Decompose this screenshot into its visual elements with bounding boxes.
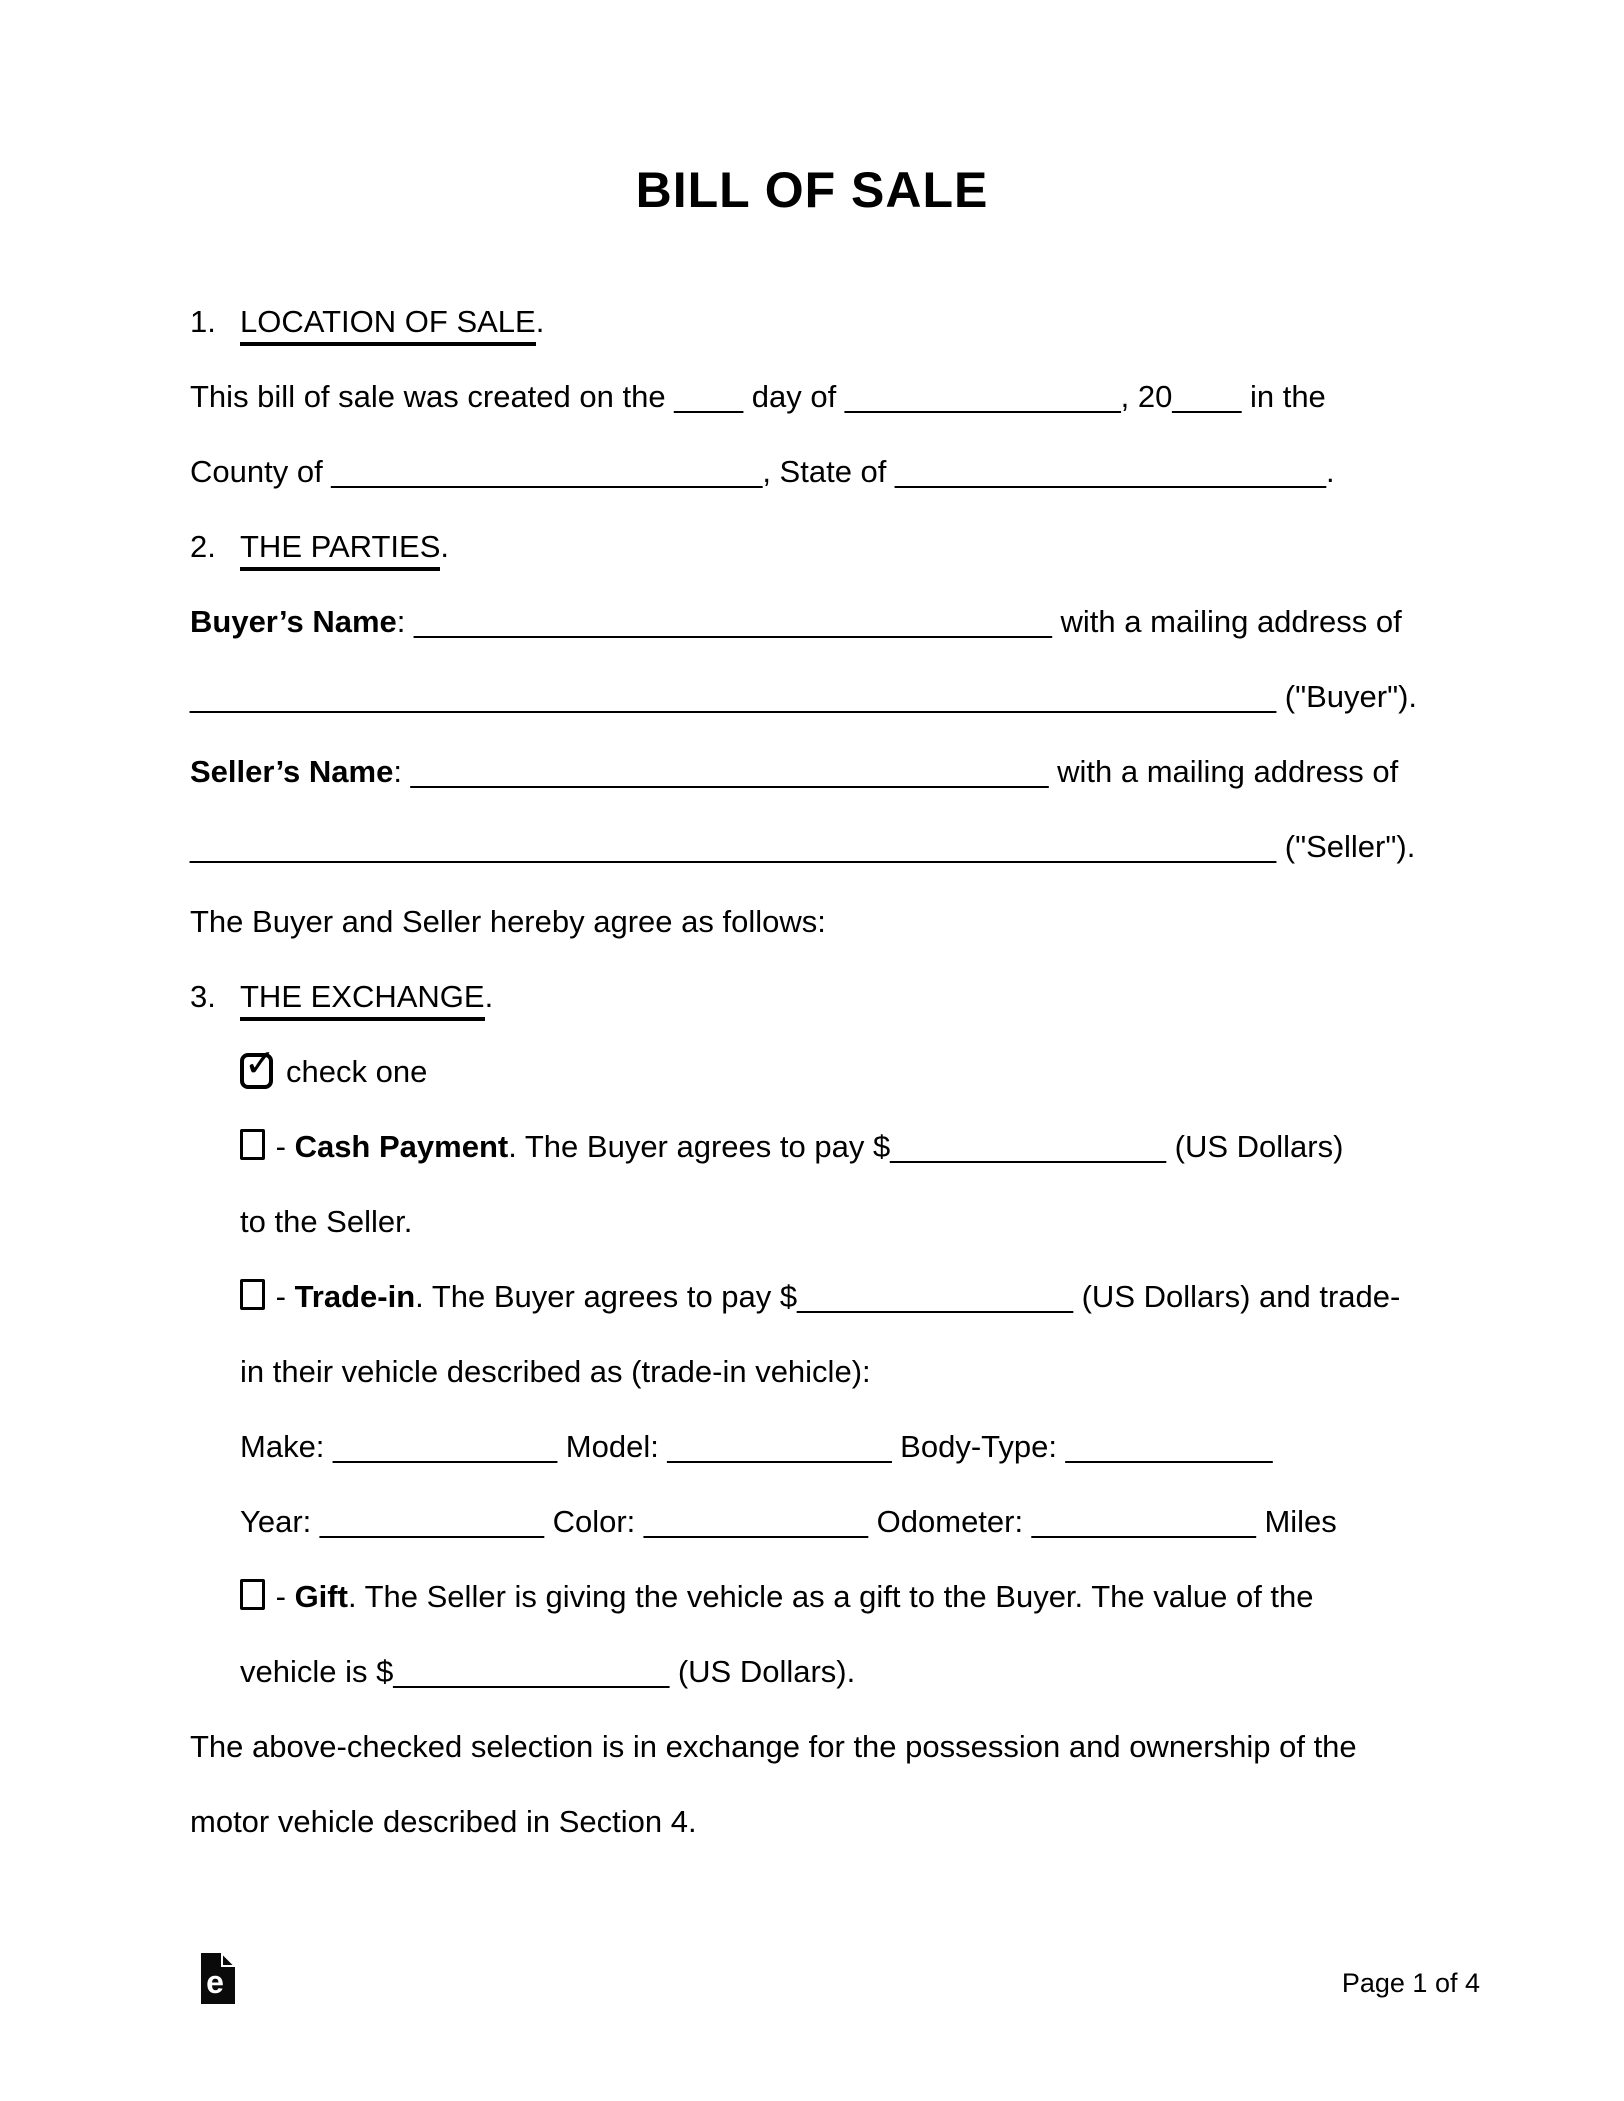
document-body — [0, 284, 1624, 1859]
heading-period: . — [484, 979, 494, 1014]
option-dash: - — [267, 1129, 295, 1164]
cash-payment-text: . The Buyer agrees to pay $________________ (US Dollars) — [508, 1129, 1344, 1164]
buyer-name-line — [190, 584, 1434, 659]
cash-payment-checkbox[interactable] — [240, 1129, 265, 1160]
check-one-checkbox[interactable] — [240, 1041, 276, 1089]
checkmark-icon: ✓ — [244, 1041, 276, 1085]
option-dash: - — [267, 1279, 295, 1314]
heading-period: . — [440, 529, 450, 564]
gift-label: Gift — [294, 1579, 348, 1614]
closing-line-1: The above-checked selection is in exchange for the possession and ownership of the — [190, 1729, 1357, 1764]
gift-option-line — [190, 1559, 1434, 1634]
section-heading-text: THE PARTIES — [240, 529, 440, 571]
trade-in-line-2: in their vehicle described as (trade-in vehicle): — [240, 1354, 871, 1389]
trade-in-text: . The Buyer agrees to pay $________________ (US Dollars) and trade- — [415, 1279, 1401, 1314]
section-heading-text: THE EXCHANGE — [240, 979, 485, 1021]
cash-payment-label: Cash Payment — [294, 1129, 509, 1164]
seller-name-line — [190, 734, 1434, 809]
buyer-name-label: Buyer’s Name — [190, 604, 397, 639]
section-3-heading — [190, 959, 1434, 1034]
heading-period: . — [535, 304, 545, 339]
buyer-address-line: _______________________________________________________________ ("Buyer"). — [190, 679, 1418, 714]
check-one-label: check one — [286, 1054, 428, 1089]
location-county-line: County of _________________________, State of _________________________. — [190, 454, 1335, 489]
trade-in-label: Trade-in — [294, 1279, 416, 1314]
check-one-line — [190, 1034, 1434, 1109]
section-number: 3. — [190, 979, 216, 1014]
section-2-heading — [190, 509, 1434, 584]
page-title: BILL OF SALE — [635, 162, 989, 218]
section-number: 1. — [190, 304, 216, 339]
page-number: Page 1 of 4 — [1341, 1968, 1480, 1998]
gift-text: . The Seller is giving the vehicle as a gift to the Buyer. The value of the — [347, 1579, 1314, 1614]
cash-payment-line-2: to the Seller. — [240, 1204, 413, 1239]
section-number: 2. — [190, 529, 216, 564]
section-1-heading — [190, 284, 1434, 359]
agreement-line: The Buyer and Seller hereby agree as follows: — [190, 904, 826, 939]
logo-letter: e — [206, 1964, 224, 2000]
buyer-name-blank: : _____________________________________ with a mailing address of — [396, 604, 1402, 639]
trade-in-checkbox[interactable] — [240, 1279, 265, 1310]
seller-name-label: Seller’s Name — [190, 754, 394, 789]
seller-address-line: _______________________________________________________________ ("Seller"). — [190, 829, 1416, 864]
section-heading-text: LOCATION OF SALE — [240, 304, 536, 346]
trade-in-specs-line-1: Make: _____________ Model: _____________ Body-Type: ____________ — [240, 1429, 1273, 1464]
seller-name-blank: : _____________________________________ with a mailing address of — [393, 754, 1399, 789]
closing-line-2: motor vehicle described in Section 4. — [190, 1804, 697, 1839]
location-created-line: This bill of sale was created on the ____ day of ________________, 20____ in the — [190, 379, 1326, 414]
option-dash: - — [267, 1579, 295, 1614]
cash-payment-option-line — [190, 1109, 1434, 1184]
eforms-logo-icon — [201, 1953, 235, 2004]
trade-in-specs-line-2: Year: _____________ Color: _____________ Odometer: _____________ Miles — [240, 1504, 1337, 1539]
gift-line-2: vehicle is $________________ (US Dollars). — [240, 1654, 856, 1689]
trade-in-option-line — [190, 1259, 1434, 1334]
gift-checkbox[interactable] — [240, 1579, 265, 1610]
